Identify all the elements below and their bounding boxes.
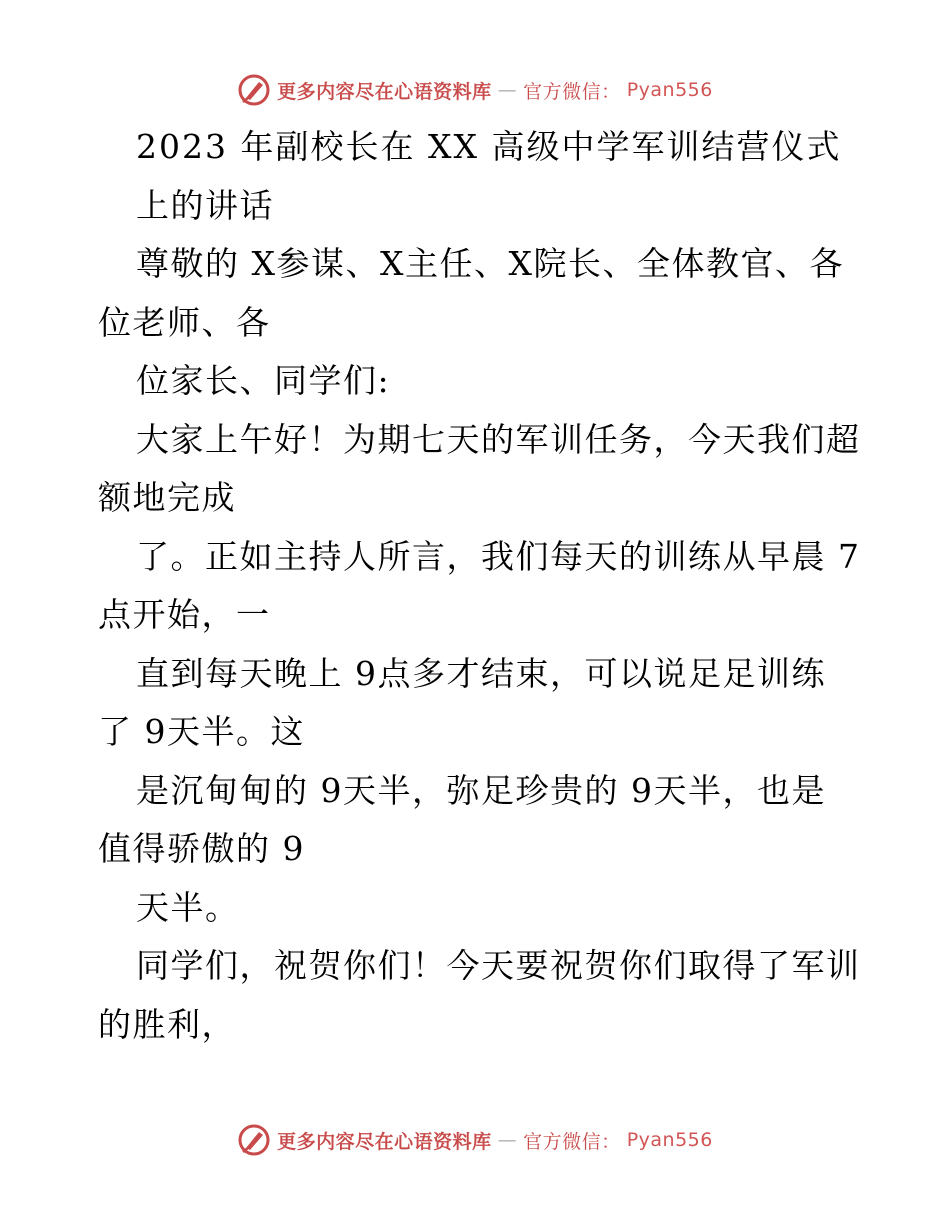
banner-separator: —	[497, 1129, 518, 1151]
doc-paragraph-line: 值得骄傲的 9	[98, 829, 305, 868]
doc-paragraph-line: 了 9天半。这	[98, 712, 305, 751]
doc-paragraph-line: 尊敬的 X参谋、X主任、X院长、全体教官、各	[136, 244, 844, 283]
banner-wechat-id: Pyan556	[626, 79, 713, 101]
quill-seal-icon	[237, 73, 271, 107]
doc-title-line-1: 2023 年副校长在 XX 高级中学军训结营仪式	[136, 127, 842, 166]
doc-paragraph-line: 直到每天晚上 9点多才结束，可以说足足训练	[136, 653, 826, 693]
document-body	[98, 118, 868, 1054]
doc-paragraph-line: 位老师、各	[98, 302, 271, 342]
doc-title-line-2: 上的讲话	[136, 185, 274, 225]
banner-main-text: 更多内容尽在心语资料库	[277, 1130, 492, 1153]
banner-separator: —	[497, 79, 518, 101]
doc-paragraph-line: 同学们，祝贺你们！今天要祝贺你们取得了军训	[136, 946, 861, 985]
banner-wechat-label: 官方微信：	[523, 1130, 621, 1153]
header-banner	[0, 68, 950, 112]
doc-paragraph-line: 了。正如主持人所言，我们每天的训练从早晨 7	[136, 536, 861, 576]
footer-banner	[0, 1118, 950, 1162]
doc-paragraph-line: 天半。	[136, 887, 240, 927]
doc-paragraph-line: 额地完成	[98, 478, 236, 517]
banner-main-text: 更多内容尽在心语资料库	[277, 80, 492, 103]
banner-wechat-label: 官方微信：	[523, 80, 621, 103]
doc-paragraph-line: 位家长、同学们:	[136, 361, 391, 400]
banner-wechat-id: Pyan556	[626, 1129, 713, 1151]
doc-paragraph-line: 是沉甸甸的 9天半，弥足珍贵的 9天半，也是	[136, 770, 826, 810]
doc-paragraph-line: 点开始，一	[98, 595, 271, 634]
doc-paragraph-line: 的胜利，	[98, 1004, 236, 1044]
doc-paragraph-line: 大家上午好！为期七天的军训任务，今天我们超	[136, 419, 861, 459]
quill-seal-icon	[237, 1123, 271, 1157]
